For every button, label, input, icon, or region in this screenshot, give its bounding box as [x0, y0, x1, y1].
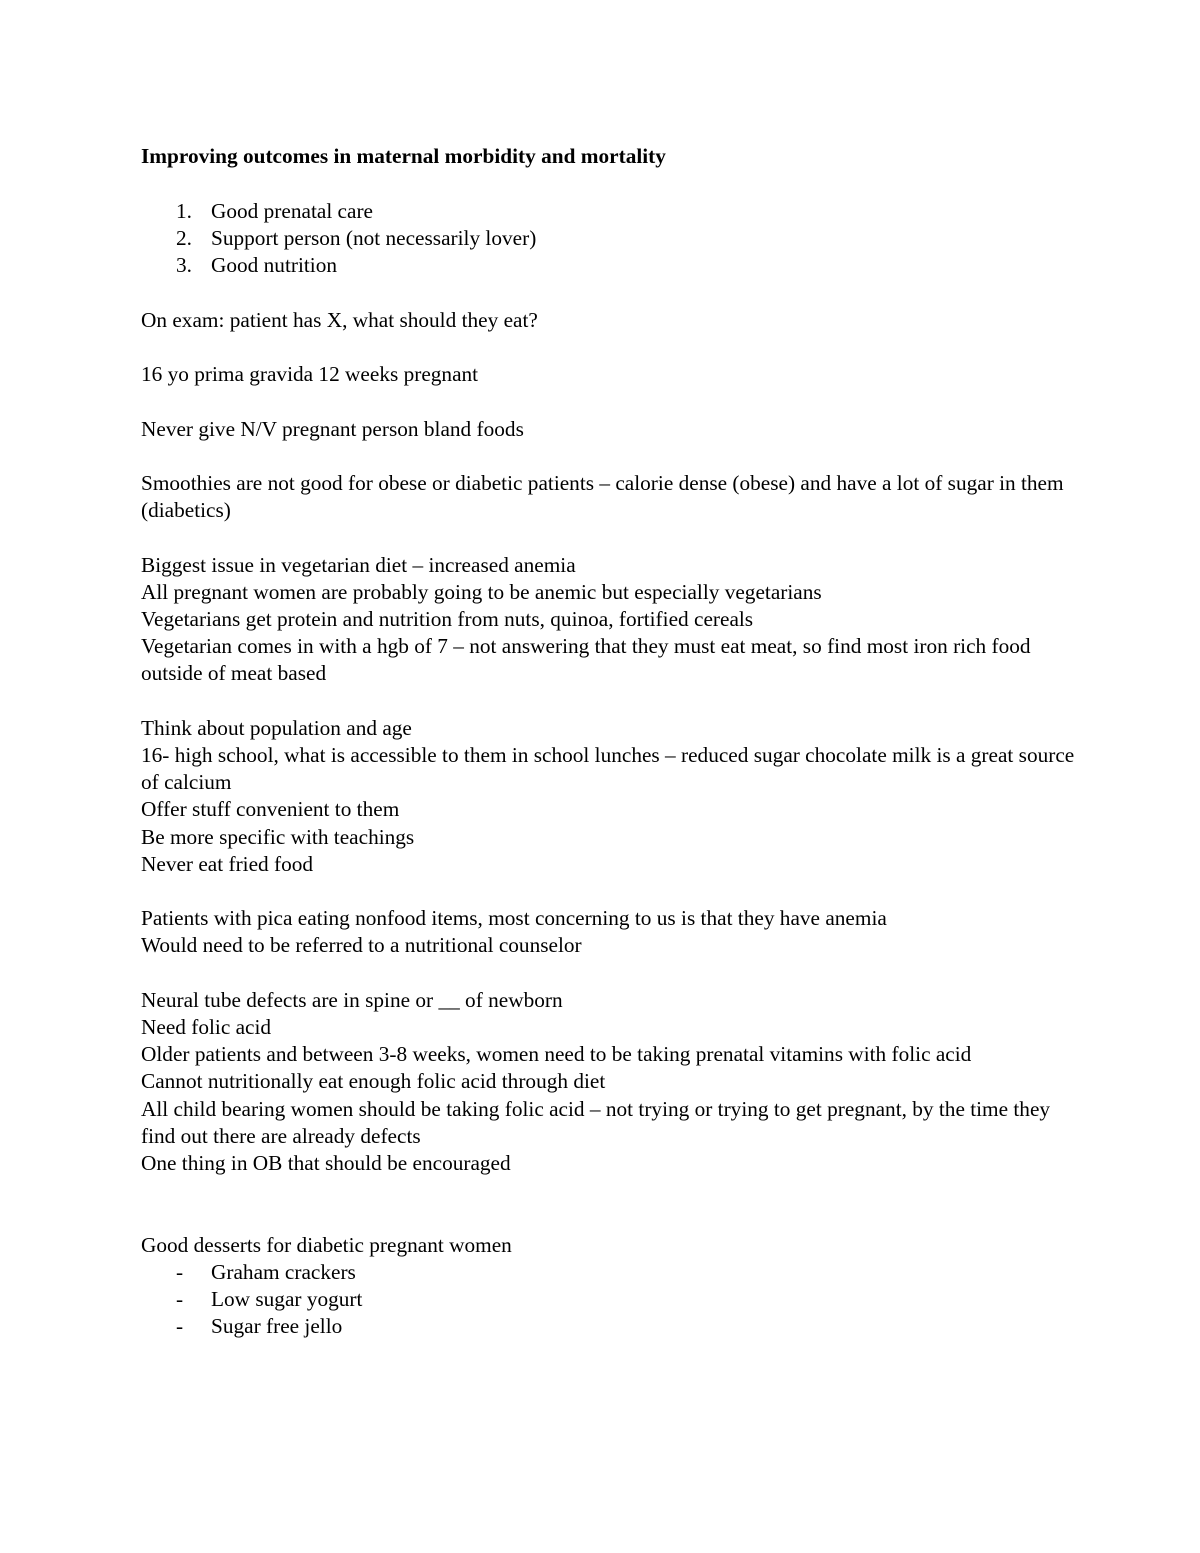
text-line: Patients with pica eating nonfood items, most concerning to us is that they have anemia	[141, 906, 887, 931]
paragraph-exam-question	[141, 307, 1076, 334]
text-line: One thing in OB that should be encouraged	[141, 1150, 511, 1175]
text-line: Offer stuff convenient to them	[141, 797, 400, 822]
document-body	[141, 142, 1076, 1340]
paragraph-bland-foods	[141, 416, 1076, 443]
paragraph-smoothies	[141, 470, 1076, 524]
text-line: On exam: patient has X, what should they eat?	[141, 307, 538, 332]
list-item-text: Low sugar yogurt	[211, 1286, 363, 1311]
page-title: Improving outcomes in maternal morbidity and mortality	[141, 144, 666, 168]
paragraph-neural-tube	[141, 987, 1076, 1177]
text-line: Need folic acid	[141, 1014, 272, 1039]
desserts-section	[141, 1232, 1076, 1341]
text-line: Would need to be referred to a nutritional counselor	[141, 933, 582, 958]
list-item	[141, 225, 1076, 252]
list-item	[141, 252, 1076, 279]
list-item	[141, 1286, 1076, 1313]
list-number: 1.	[176, 199, 192, 223]
numbered-list	[141, 198, 1076, 280]
text-line: Neural tube defects are in spine or __ of newborn	[141, 987, 563, 1012]
text-line: Biggest issue in vegetarian diet – increased anemia	[141, 552, 576, 577]
list-item	[141, 198, 1076, 225]
list-item	[141, 1259, 1076, 1286]
paragraph-population-age	[141, 715, 1076, 878]
text-line: Think about population and age	[141, 715, 412, 740]
text-line: Older patients and between 3-8 weeks, women need to be taking prenatal vitamins with folic acid	[141, 1042, 972, 1067]
list-item-text: Good nutrition	[211, 253, 338, 278]
list-item-text: Support person (not necessarily lover)	[211, 226, 537, 251]
list-number: 2.	[176, 226, 192, 251]
text-line: Be more specific with teachings	[141, 824, 415, 849]
list-item-text: Sugar free jello	[211, 1314, 343, 1339]
text-line: Never give N/V pregnant person bland foods	[141, 416, 524, 441]
desserts-list	[141, 1259, 1076, 1341]
text-line: All child bearing women should be taking folic acid – not trying or trying to get pregnant, by the time they find out there are already defects	[141, 1096, 1051, 1148]
list-number: 3.	[176, 253, 192, 278]
text-line: 16- high school, what is accessible to them in school lunches – reduced sugar chocolate milk is a great source of calcium	[141, 742, 1075, 795]
text-line: 16 yo prima gravida 12 weeks pregnant	[141, 362, 479, 387]
dash-marker: -	[176, 1314, 184, 1339]
paragraph-vegetarian	[141, 552, 1076, 688]
list-item-text: Graham crackers	[211, 1259, 356, 1284]
text-line: Cannot nutritionally eat enough folic acid through diet	[141, 1069, 606, 1094]
dash-marker: -	[176, 1286, 184, 1311]
text-line: All pregnant women are probably going to be anemic but especially vegetarians	[141, 579, 822, 604]
text-line: Vegetarian comes in with a hgb of 7 – not answering that they must eat meat, so find most iron rich food outside of meat based	[141, 634, 1031, 686]
paragraph-pica	[141, 905, 1076, 959]
list-item	[141, 1313, 1076, 1340]
text-line: Smoothies are not good for obese or diabetic patients – calorie dense (obese) and have a lot of sugar in them (diabetics)	[141, 470, 1064, 523]
desserts-heading: Good desserts for diabetic pregnant women	[141, 1232, 512, 1257]
paragraph-patient-case	[141, 361, 1076, 388]
dash-marker: -	[176, 1259, 184, 1284]
text-line: Vegetarians get protein and nutrition from nuts, quinoa, fortified cereals	[141, 606, 754, 631]
text-line: Never eat fried food	[141, 851, 314, 876]
list-item-text: Good prenatal care	[211, 199, 374, 223]
